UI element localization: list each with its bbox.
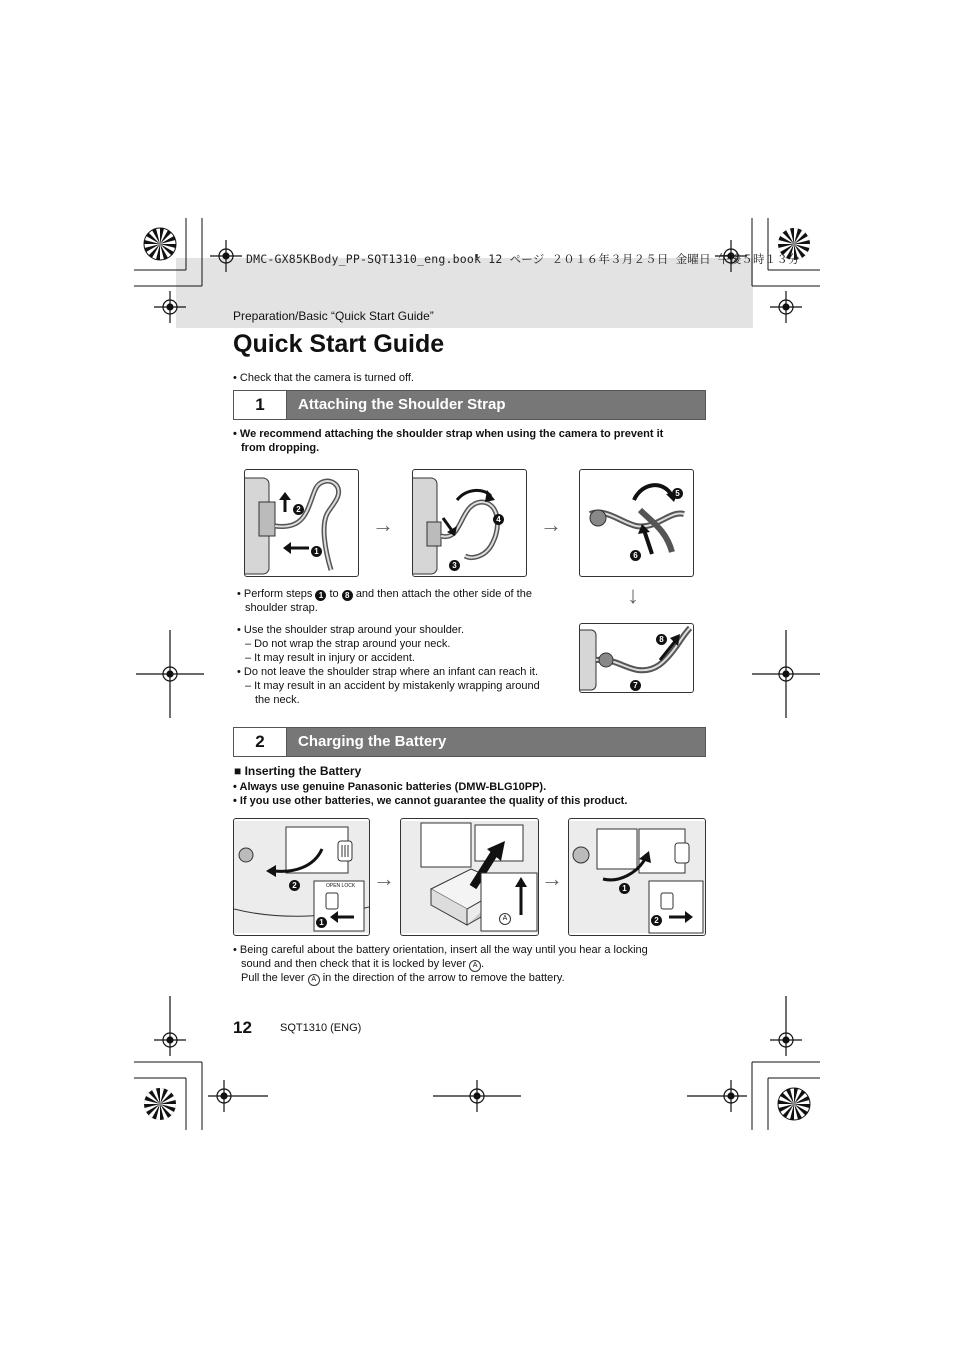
battery-warning-2: • If you use other batteries, we cannot guarantee the quality of this product. [233, 795, 628, 807]
note-line2-post: . [481, 958, 485, 970]
print-info: DMC-GX85KBody_PP-SQT1310_eng.book 12 ページ ２０１６年３月２５日 金曜日 午後５時１３分 [246, 252, 800, 266]
battery-note-line3 [241, 972, 565, 986]
step-label: 6 [630, 550, 641, 561]
arrow-down-icon: ↓ [627, 582, 639, 609]
page-number: 12 [233, 1018, 252, 1037]
arrow-right-icon: → [541, 866, 563, 891]
step-label: 1 [315, 590, 326, 601]
battery-figure-1 [233, 818, 370, 936]
battery-figure-3 [568, 818, 706, 936]
step-label: 1 [619, 883, 630, 894]
use-line: – Do not wrap the strap around your neck. [245, 638, 451, 650]
lever-a-label: A [308, 974, 320, 986]
use-line: – It may result in an accident by mistakenly wrapping around [245, 680, 540, 692]
battery-warning-1: • Always use genuine Panasonic batteries (DMW-BLG10PP). [233, 781, 547, 793]
section-1-note-line2: from dropping. [241, 442, 320, 454]
section-2-title: Charging the Battery [298, 733, 447, 750]
steps-instruction [237, 588, 532, 601]
step-label: 2 [293, 504, 304, 515]
step-label: 8 [342, 590, 353, 601]
lever-a-label: A [469, 960, 481, 972]
arrow-right-icon: → [373, 866, 395, 891]
lever-text: OPEN LOCK [326, 883, 356, 889]
battery-note-line1: • Being careful about the battery orientation, insert all the way until you hear a locking [233, 944, 648, 956]
strap-figure-4 [579, 623, 694, 693]
page-title: Quick Start Guide [233, 330, 445, 358]
steps-post: and then attach the other side of the [355, 588, 532, 600]
section-2-header [233, 727, 706, 757]
use-line: • Use the shoulder strap around your shoulder. [237, 624, 465, 636]
intro-note: • Check that the camera is turned off. [233, 372, 414, 384]
strap-figure-1 [244, 469, 359, 577]
step-label: 2 [289, 880, 300, 891]
battery-note-line2 [241, 958, 484, 972]
step-label: 4 [493, 514, 504, 525]
use-line: • Do not leave the shoulder strap where an infant can reach it. [237, 666, 539, 678]
section-2-number: 2 [234, 728, 287, 756]
battery-figure-2 [400, 818, 539, 936]
steps-to-word: to [329, 588, 339, 600]
note-line3-pre: Pull the lever [241, 972, 305, 984]
steps-pre: • Perform steps [237, 588, 313, 600]
step-label: 2 [651, 915, 662, 926]
document-code: SQT1310 (ENG) [280, 1022, 362, 1034]
step-label: 5 [672, 488, 683, 499]
breadcrumb: Preparation/Basic “Quick Start Guide” [233, 309, 434, 323]
step-label: 1 [316, 917, 327, 928]
step-label: 3 [449, 560, 460, 571]
note-line2-pre: sound and then check that it is locked by lever [241, 958, 467, 970]
arrow-right-icon: → [540, 512, 562, 537]
step-label: 1 [311, 546, 322, 557]
section-1-number: 1 [234, 391, 287, 419]
section-1-header [233, 390, 706, 420]
arrow-right-icon: → [372, 512, 394, 537]
note-line3-post: in the direction of the arrow to remove the battery. [322, 972, 565, 984]
lever-a-label: A [499, 913, 511, 925]
use-line: – It may result in injury or accident. [245, 652, 415, 664]
strap-figure-3 [579, 469, 694, 577]
strap-figure-2 [412, 469, 527, 577]
use-line: the neck. [255, 694, 300, 706]
step-label: 7 [630, 680, 641, 691]
section-1-note-line1: • We recommend attaching the shoulder strap when using the camera to prevent it [233, 428, 664, 440]
section-1-title: Attaching the Shoulder Strap [298, 396, 506, 413]
step-label: 8 [656, 634, 667, 645]
section-2-subheading: ■ Inserting the Battery [234, 764, 362, 778]
steps-instruction-line2: shoulder strap. [245, 602, 318, 614]
